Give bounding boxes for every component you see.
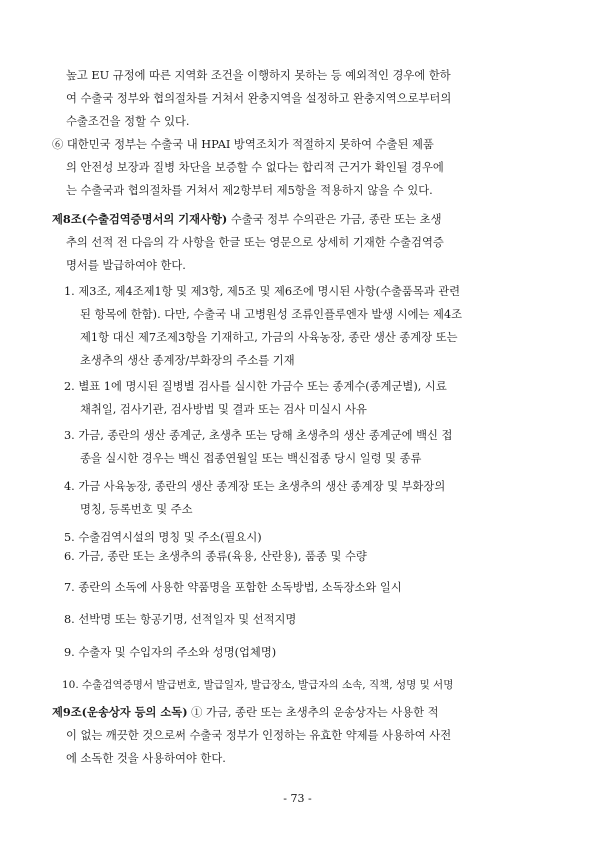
- text-line: ⑥ 대한민국 정부는 수출국 내 HPAI 방역조치가 적절하지 못하여 수출된 제품: [52, 138, 434, 151]
- text-line: 추의 선적 전 다음의 각 사항을 한글 또는 영문으로 상세히 기재한 수출검역증: [66, 236, 444, 249]
- text-line: 5. 수출검역시설의 명칭 및 주소(필요시): [64, 531, 262, 544]
- text-line: 7. 종란의 소독에 사용한 약품명을 포함한 소독방법, 소독장소와 일시: [64, 581, 402, 594]
- text-line: 는 수출국과 협의절차를 거쳐서 제2항부터 제5항을 적용하지 않을 수 있다.: [66, 184, 433, 197]
- article-8: [52, 208, 547, 277]
- text-line: 제1항 대신 제7조제3항을 기재하고, 가금의 사육농장, 종란 생산 종계장 또는: [80, 331, 458, 344]
- text-line: 높고 EU 규정에 따른 지역화 조건을 이행하지 못하는 등 예외적인 경우에 한하: [66, 69, 451, 82]
- text-line: 초생추의 생산 종계장/부화장의 주소를 기재: [80, 354, 295, 367]
- text-line: 1. 제3조, 제4조제1항 및 제3항, 제5조 및 제6조에 명시된 사항(수출품목과 관련: [64, 285, 461, 298]
- text-line: 4. 가금 사육농장, 종란의 생산 종계장 또는 초생추의 생산 종계장 및 부화장의: [64, 480, 446, 493]
- text-line: 의 안전성 보장과 질병 차단을 보증할 수 없다는 합리적 근거가 확인될 경우에: [66, 161, 444, 174]
- list-item: [62, 674, 548, 697]
- paragraph-buffer-zone: [66, 64, 546, 133]
- list-item: [64, 608, 546, 631]
- list-item: [64, 375, 546, 421]
- text-line: 종을 실시한 경우는 백신 접종연월일 또는 백신접종 당시 일령 및 종류: [80, 452, 422, 465]
- article-8-first-line: [52, 208, 547, 231]
- text-line: 명서를 발급하여야 한다.: [66, 259, 186, 272]
- text-line: 채취일, 검사기관, 검사방법 및 결과 또는 검사 미실시 사유: [80, 403, 367, 416]
- list-item: [64, 641, 546, 664]
- list-item: [64, 424, 546, 470]
- article-9: [52, 701, 547, 770]
- text-line: 2. 별표 1에 명시된 질병별 검사를 실시한 가금수 또는 종계수(종계군별), 시료: [64, 380, 447, 393]
- text-line: 에 소독한 것을 사용하여야 한다.: [66, 752, 226, 765]
- text-line: 3. 가금, 종란의 생산 종계군, 초생추 또는 당해 초생추의 생산 종계군에 백신 접: [64, 429, 453, 442]
- text-line: 이 없는 깨끗한 것으로써 수출국 정부가 인정하는 유효한 약제를 사용하여 사전: [66, 729, 452, 742]
- article-9-heading: 제9조(운송상자 등의 소독): [52, 705, 188, 719]
- list-item: [64, 475, 546, 521]
- text-line: 된 항목에 한함). 다만, 수출국 내 고병원성 조류인플루엔자 발생 시에는 제4조: [80, 308, 463, 321]
- list-item: [64, 280, 546, 372]
- paragraph-6: [52, 133, 547, 202]
- page-number: - 73 -: [283, 792, 312, 805]
- text-line: 명칭, 등록번호 및 주소: [80, 503, 193, 516]
- text-line: 9. 수출자 및 수입자의 주소와 성명(업체명): [64, 646, 277, 659]
- article-8-heading: 제8조(수출검역증명서의 기재사항): [52, 212, 228, 226]
- list-item: [64, 545, 546, 568]
- list-item: [64, 576, 546, 599]
- text-line: 6. 가금, 종란 또는 초생추의 종류(육용, 산란용), 품종 및 수량: [64, 550, 367, 563]
- article-9-first-line: [52, 701, 547, 724]
- text-line: 10. 수출검역증명서 발급번호, 발급일자, 발급장소, 발급자의 소속, 직책, 성명 및 서명: [62, 679, 454, 691]
- text-line: ① 가금, 종란 또는 초생추의 운송상자는 사용한 적: [187, 706, 439, 719]
- text-line: 수출국 정부 수의관은 가금, 종란 또는 초생: [227, 213, 442, 226]
- text-line: 여 수출국 정부와 협의절차를 거쳐서 완충지역을 설정하고 완충지역으로부터의: [66, 92, 452, 105]
- text-line: 수출조건을 정할 수 있다.: [66, 115, 190, 128]
- text-line: 8. 선박명 또는 항공기명, 선적일자 및 선적지명: [64, 613, 297, 626]
